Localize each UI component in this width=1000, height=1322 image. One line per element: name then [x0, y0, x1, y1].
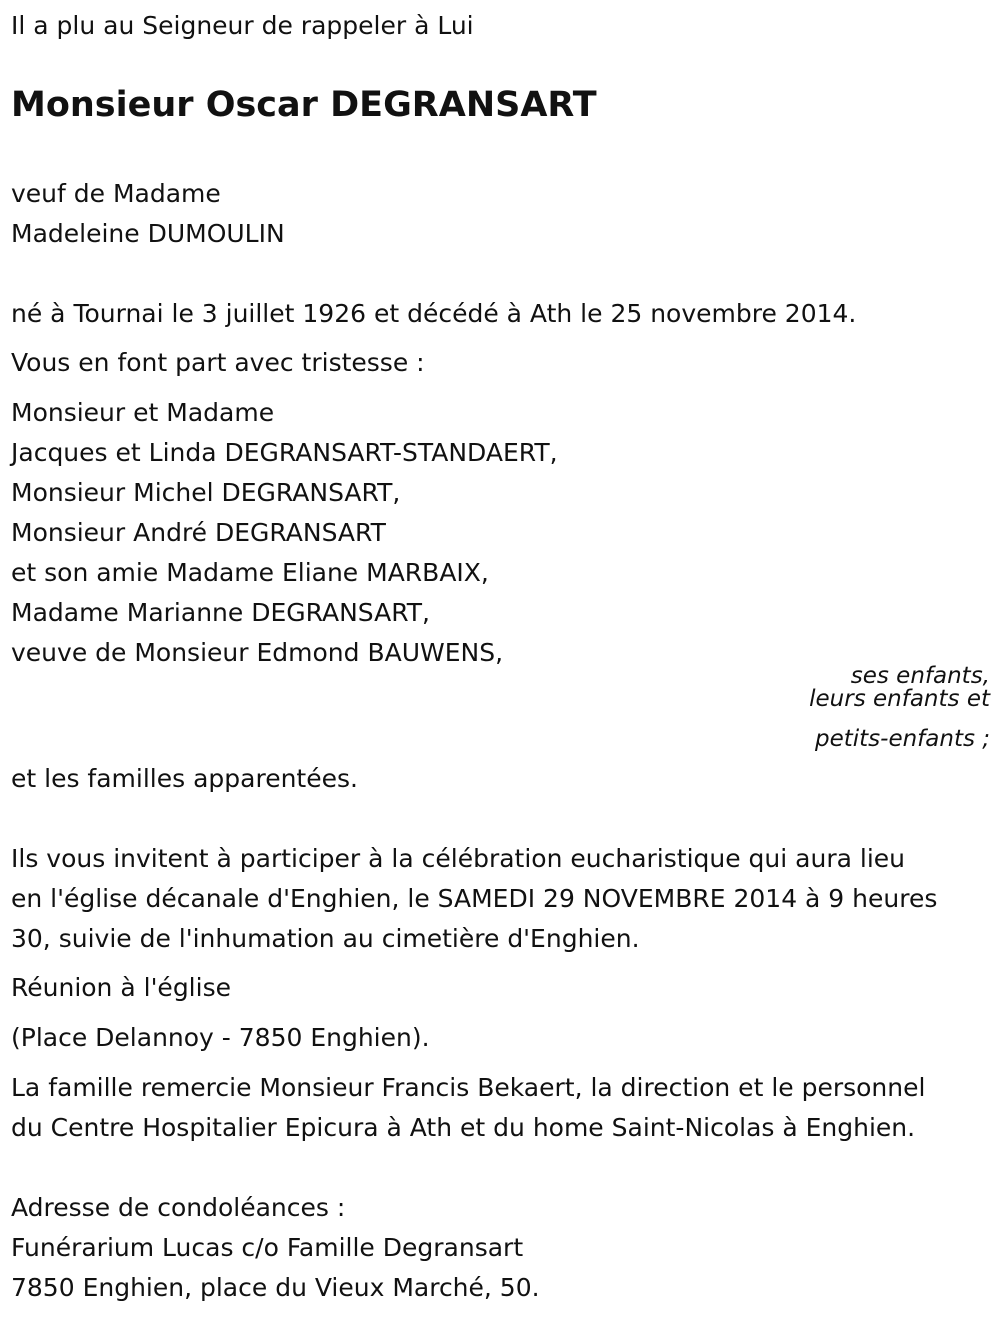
widower-line-2: Madeleine DUMOULIN [11, 219, 285, 248]
ceremony-line: 30, suivie de l'inhumation au cimetière d'Enghien. [11, 924, 640, 953]
family-role-line-2: leurs enfants et [809, 686, 990, 712]
family-line: veuve de Monsieur Edmond BAUWENS, [11, 638, 504, 667]
meeting-place-text: (Place Delannoy - 7850 Enghien). [11, 1023, 430, 1052]
condolences-line-1: Funérarium Lucas c/o Famille Degransart [11, 1233, 524, 1262]
family-line: Monsieur André DEGRANSART [11, 518, 386, 547]
condolences-label: Adresse de condoléances : [11, 1193, 346, 1222]
meeting-text: Réunion à l'église [11, 973, 231, 1002]
deceased-name: Monsieur Oscar DEGRANSART [11, 85, 597, 125]
condolences-line-2: 7850 Enghien, place du Vieux Marché, 50. [11, 1273, 540, 1302]
intro-text: Il a plu au Seigneur de rappeler à Lui [11, 11, 474, 40]
family-line: Monsieur Michel DEGRANSART, [11, 478, 401, 507]
family-line: Madame Marianne DEGRANSART, [11, 598, 430, 627]
family-line: et son amie Madame Eliane MARBAIX, [11, 558, 489, 587]
family-line: Monsieur et Madame [11, 398, 275, 427]
thanks-line: La famille remercie Monsieur Francis Bekaert, la direction et le personnel [11, 1073, 926, 1102]
thanks-line: du Centre Hospitalier Epicura à Ath et du home Saint-Nicolas à Enghien. [11, 1113, 916, 1142]
family-line: Jacques et Linda DEGRANSART-STANDAERT, [11, 438, 558, 467]
widower-line-1: veuf de Madame [11, 179, 221, 208]
announcement-text: Vous en font part avec tristesse : [11, 348, 425, 377]
family-role-line-3: petits-enfants ; [814, 726, 990, 752]
birth-death-text: né à Tournai le 3 juillet 1926 et décédé à Ath le 25 novembre 2014. [11, 299, 857, 328]
ceremony-line: en l'église décanale d'Enghien, le SAMEDI 29 NOVEMBRE 2014 à 9 heures [11, 884, 938, 913]
ceremony-line: Ils vous invitent à participer à la célébration eucharistique qui aura lieu [11, 844, 905, 873]
family-role-line-1: ses enfants, [850, 663, 990, 689]
relatives-text: et les familles apparentées. [11, 764, 358, 793]
